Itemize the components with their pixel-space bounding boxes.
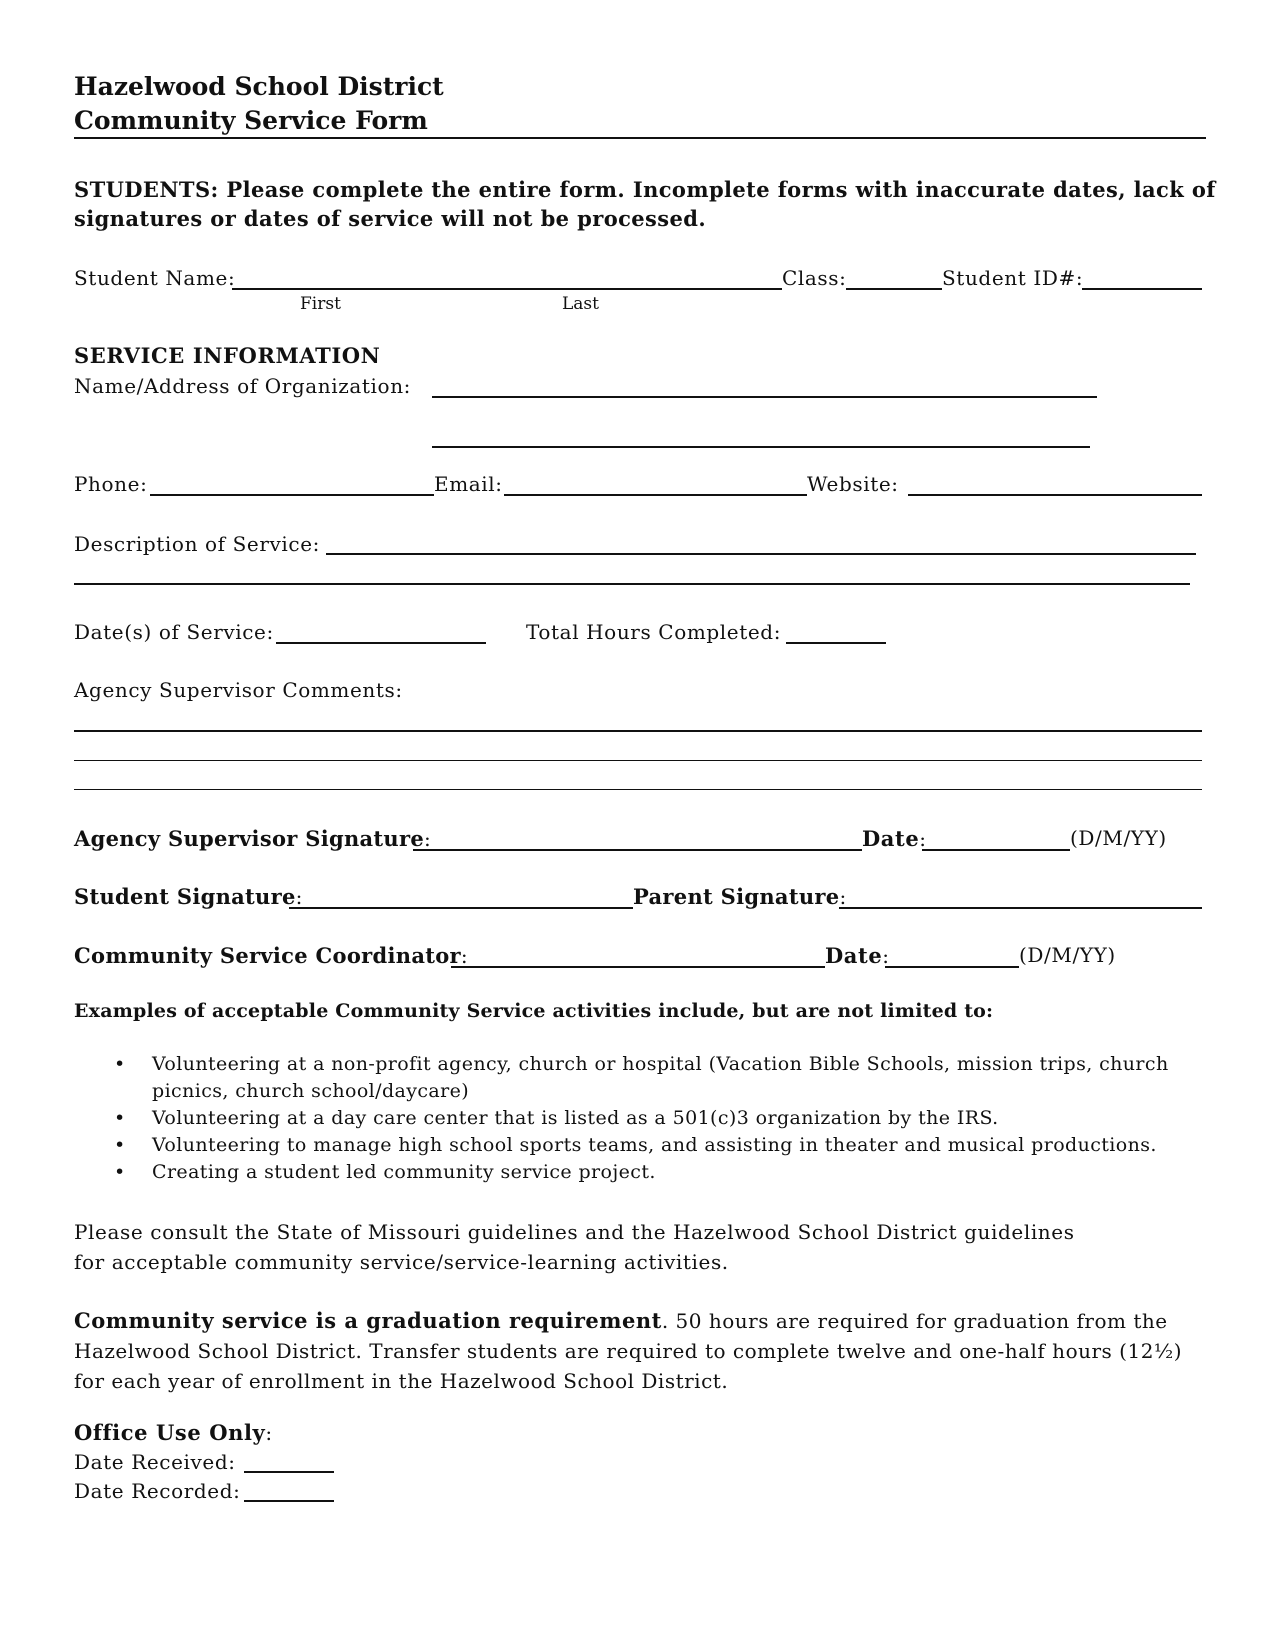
bullet-icon: • bbox=[114, 1161, 126, 1183]
student-signature-row bbox=[74, 884, 303, 909]
coordinator-date-colon: : bbox=[882, 944, 890, 968]
coordinator-date-format: (D/M/YY) bbox=[1019, 943, 1116, 967]
coordinator-label: Community Service Coordinator bbox=[74, 943, 461, 968]
list-item bbox=[74, 1105, 1212, 1132]
description-field-line-1[interactable] bbox=[326, 553, 1196, 555]
email-field[interactable] bbox=[504, 494, 807, 496]
total-hours-label: Total Hours Completed: bbox=[526, 620, 782, 644]
comments-field-line-3[interactable] bbox=[74, 789, 1202, 790]
date-received-field[interactable] bbox=[244, 1471, 334, 1473]
example-text: Creating a student led community service project. bbox=[152, 1161, 656, 1183]
example-text: Volunteering at a day care center that is listed as a 501(c)3 organization by the IRS. bbox=[152, 1107, 999, 1129]
organization-field-line-1[interactable] bbox=[432, 396, 1097, 398]
agency-date-colon: : bbox=[919, 827, 927, 851]
agency-date-format: (D/M/YY) bbox=[1070, 826, 1167, 850]
instructions-line-2: signatures or dates of service will not be processed. bbox=[74, 206, 707, 231]
list-item bbox=[74, 1159, 1212, 1186]
dates-of-service-label: Date(s) of Service: bbox=[74, 620, 274, 644]
class-field[interactable] bbox=[846, 288, 942, 290]
student-name-label: Student Name: bbox=[74, 266, 236, 290]
list-item bbox=[74, 1132, 1212, 1159]
total-hours-field[interactable] bbox=[786, 642, 886, 644]
coordinator-date-label: Date bbox=[825, 943, 883, 968]
organization-field-line-2[interactable] bbox=[432, 446, 1090, 448]
guidelines-line-1: Please consult the State of Missouri guidelines and the Hazelwood School District guidelines bbox=[74, 1220, 1075, 1244]
agency-signature-field[interactable] bbox=[413, 849, 862, 851]
student-id-field[interactable] bbox=[1082, 288, 1202, 290]
guidelines-line-2: for acceptable community service/service-learning activities. bbox=[74, 1250, 729, 1274]
email-label: Email: bbox=[434, 472, 503, 496]
website-field[interactable] bbox=[908, 494, 1202, 496]
instructions-line-1: STUDENTS: Please complete the entire form. Incomplete forms with inaccurate dates, lack of bbox=[74, 177, 1216, 202]
service-information-heading: SERVICE INFORMATION bbox=[74, 343, 381, 368]
student-signature-colon: : bbox=[295, 885, 303, 909]
bullet-icon: • bbox=[114, 1053, 126, 1075]
graduation-requirement-paragraph bbox=[74, 1306, 1214, 1396]
parent-signature-field[interactable] bbox=[839, 907, 1202, 909]
agency-date-row bbox=[862, 826, 927, 851]
graduation-requirement-text: . 50 hours are required for graduation from the Hazelwood School District. Transfer students are required to complete twelve and one-half hours (12½) for each year of enrollment in the Hazelwood School District. bbox=[74, 1309, 1183, 1393]
examples-list bbox=[74, 1051, 1212, 1186]
website-label: Website: bbox=[807, 472, 899, 496]
agency-date-field[interactable] bbox=[922, 849, 1070, 851]
agency-signature-label: Agency Supervisor Signature bbox=[74, 826, 425, 851]
office-use-heading: Office Use Only bbox=[74, 1420, 266, 1445]
student-signature-label: Student Signature bbox=[74, 884, 296, 909]
dates-of-service-field[interactable] bbox=[276, 642, 486, 644]
parent-signature-label: Parent Signature bbox=[633, 884, 840, 909]
parent-signature-colon: : bbox=[839, 885, 847, 909]
list-item bbox=[74, 1051, 1212, 1105]
class-label: Class: bbox=[782, 266, 847, 290]
agency-date-label: Date bbox=[862, 826, 920, 851]
agency-signature-row bbox=[74, 826, 431, 851]
header-underline bbox=[74, 137, 1206, 139]
phone-field[interactable] bbox=[150, 494, 434, 496]
phone-label: Phone: bbox=[74, 472, 148, 496]
coordinator-date-field[interactable] bbox=[885, 966, 1019, 968]
student-id-label: Student ID#: bbox=[942, 266, 1084, 290]
district-name: Hazelwood School District bbox=[74, 72, 444, 101]
description-label: Description of Service: bbox=[74, 532, 320, 556]
form-title: Community Service Form bbox=[74, 106, 428, 135]
date-recorded-field[interactable] bbox=[244, 1500, 334, 1502]
date-received-label: Date Received: bbox=[74, 1450, 236, 1474]
examples-heading: Examples of acceptable Community Service activities include, but are not limited to: bbox=[74, 1000, 994, 1022]
first-name-caption: First bbox=[300, 294, 341, 314]
comments-field-line-2[interactable] bbox=[74, 760, 1202, 761]
bullet-icon: • bbox=[114, 1134, 126, 1156]
organization-label: Name/Address of Organization: bbox=[74, 374, 412, 398]
student-signature-field[interactable] bbox=[289, 907, 633, 909]
parent-signature-row bbox=[633, 884, 847, 909]
coordinator-signature-field[interactable] bbox=[451, 966, 825, 968]
office-use-colon: : bbox=[265, 1421, 273, 1445]
bullet-icon: • bbox=[114, 1107, 126, 1129]
example-text: Volunteering at a non-profit agency, church or hospital (Vacation Bible Schools, mission trips, church picnics, church school/daycare) bbox=[152, 1053, 1169, 1102]
coordinator-row bbox=[74, 943, 468, 968]
description-field-line-2[interactable] bbox=[74, 583, 1190, 585]
date-recorded-label: Date Recorded: bbox=[74, 1479, 241, 1503]
comments-field-line-1[interactable] bbox=[74, 730, 1202, 732]
student-name-field[interactable] bbox=[232, 288, 782, 290]
agency-signature-colon: : bbox=[424, 827, 432, 851]
coordinator-date-row bbox=[825, 943, 890, 968]
last-name-caption: Last bbox=[562, 294, 599, 314]
graduation-requirement-bold: Community service is a graduation requirement bbox=[74, 1308, 662, 1333]
supervisor-comments-label: Agency Supervisor Comments: bbox=[74, 678, 403, 702]
example-text: Volunteering to manage high school sports teams, and assisting in theater and musical productions. bbox=[152, 1134, 1157, 1156]
office-use-row bbox=[74, 1420, 273, 1445]
coordinator-colon: : bbox=[460, 944, 469, 968]
